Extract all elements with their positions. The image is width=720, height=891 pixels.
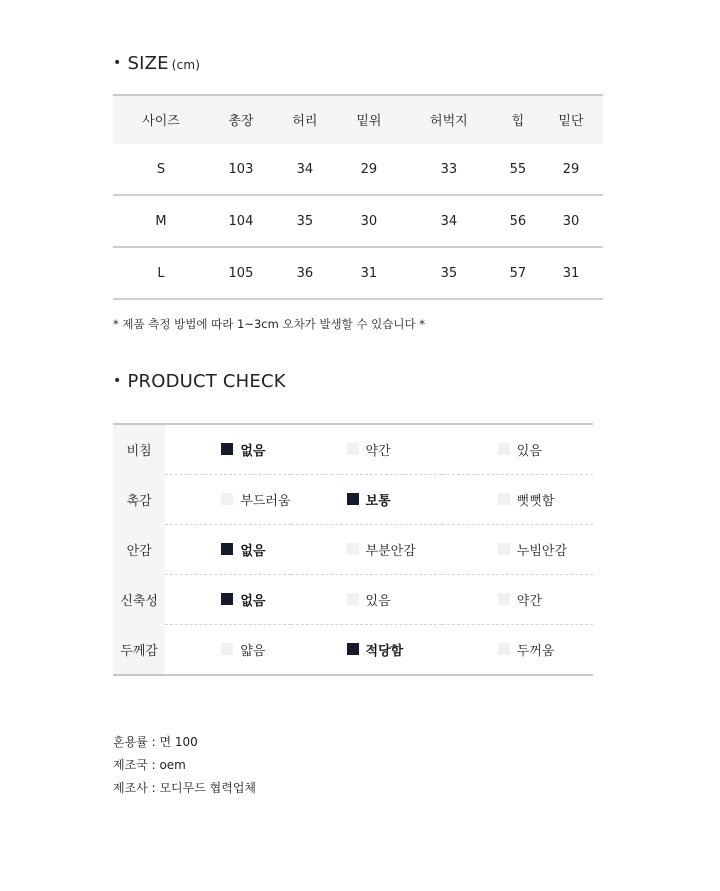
cell-rise: 30 [337, 195, 401, 247]
size-section-title [113, 53, 200, 74]
unchecked-square-icon [221, 643, 233, 655]
check-option [498, 490, 555, 509]
check-option-cell [442, 525, 593, 575]
check-row-label: 안감 [113, 525, 165, 575]
header-hem: 밑단 [539, 95, 603, 144]
origin-info: 제조국 : oem [113, 758, 186, 772]
cell-size: M [113, 195, 209, 247]
checked-square-icon [347, 493, 359, 505]
check-row-label: 신축성 [113, 575, 165, 625]
check-row-label: 두께감 [113, 625, 165, 676]
check-option [347, 590, 391, 609]
check-option-cell [291, 424, 442, 475]
check-option-cell [165, 424, 290, 475]
check-option-label: 부드러움 [240, 493, 291, 509]
cell-total-length: 103 [209, 144, 273, 196]
unchecked-square-icon [347, 543, 359, 555]
measurement-note: * 제품 측정 방법에 따라 1~3cm 오차가 발생할 수 있습니다 * [113, 317, 426, 331]
check-option-label: 뻣뻣함 [516, 493, 555, 509]
cell-waist: 34 [273, 144, 337, 196]
cell-total-length: 105 [209, 247, 273, 299]
check-option-cell [442, 625, 593, 676]
cell-rise: 29 [337, 144, 401, 196]
check-option [221, 640, 265, 659]
check-option-label: 부분안감 [365, 543, 416, 559]
check-option-cell [291, 475, 442, 525]
unchecked-square-icon [347, 443, 359, 455]
check-row [113, 475, 593, 525]
table-row [113, 247, 603, 299]
check-row-label: 촉감 [113, 475, 165, 525]
product-check-title-text: PRODUCT CHECK [127, 371, 286, 392]
unchecked-square-icon [347, 593, 359, 605]
size-table-header-row [113, 95, 603, 144]
check-option-cell [291, 625, 442, 676]
check-option-label: 얇음 [240, 643, 266, 659]
check-option [498, 640, 555, 659]
check-option [221, 490, 290, 509]
check-option-label: 보통 [365, 493, 391, 509]
check-option-cell [442, 475, 593, 525]
checked-square-icon [221, 543, 233, 555]
check-option-label: 없음 [240, 543, 266, 559]
check-option-selected [221, 440, 265, 459]
check-option [347, 540, 416, 559]
cell-thigh: 33 [401, 144, 497, 196]
header-hip: 힙 [497, 95, 539, 144]
check-option-cell [442, 424, 593, 475]
size-unit: (cm) [171, 58, 201, 72]
check-row [113, 575, 593, 625]
cell-total-length: 104 [209, 195, 273, 247]
title-bullet: • [113, 55, 122, 71]
check-option-label: 없음 [240, 443, 266, 459]
checked-square-icon [347, 643, 359, 655]
header-thigh: 허벅지 [401, 95, 497, 144]
check-option-label: 두꺼움 [516, 643, 555, 659]
check-option-selected [347, 640, 404, 659]
check-option-selected [347, 490, 391, 509]
product-check-table [113, 423, 593, 676]
check-row [113, 424, 593, 475]
cell-size: L [113, 247, 209, 299]
cell-hip: 57 [497, 247, 539, 299]
cell-hem: 30 [539, 195, 603, 247]
checked-square-icon [221, 443, 233, 455]
unchecked-square-icon [498, 593, 510, 605]
cell-hip: 55 [497, 144, 539, 196]
cell-hem: 29 [539, 144, 603, 196]
cell-hip: 56 [497, 195, 539, 247]
check-option-cell [165, 575, 290, 625]
check-option [498, 440, 542, 459]
check-option-cell [165, 525, 290, 575]
cell-waist: 36 [273, 247, 337, 299]
unchecked-square-icon [498, 493, 510, 505]
unchecked-square-icon [221, 493, 233, 505]
check-row [113, 625, 593, 676]
maker-info: 제조사 : 모디무드 협력업체 [113, 781, 256, 795]
unchecked-square-icon [498, 543, 510, 555]
unchecked-square-icon [498, 643, 510, 655]
table-row [113, 195, 603, 247]
check-option-cell [165, 475, 290, 525]
cell-thigh: 35 [401, 247, 497, 299]
cell-size: S [113, 144, 209, 196]
check-option-cell [291, 525, 442, 575]
check-row-label: 비침 [113, 424, 165, 475]
cell-waist: 35 [273, 195, 337, 247]
check-row [113, 525, 593, 575]
product-check-title [113, 371, 286, 392]
table-row [113, 144, 603, 196]
cell-hem: 31 [539, 247, 603, 299]
header-total-length: 총장 [209, 95, 273, 144]
product-info-footer [113, 731, 256, 800]
check-option-cell [291, 575, 442, 625]
checked-square-icon [221, 593, 233, 605]
material-info: 혼용률 : 면 100 [113, 735, 198, 749]
cell-thigh: 34 [401, 195, 497, 247]
unchecked-square-icon [498, 443, 510, 455]
header-waist: 허리 [273, 95, 337, 144]
header-size: 사이즈 [113, 95, 209, 144]
check-option-label: 약간 [365, 443, 391, 459]
check-option [347, 440, 391, 459]
check-option-label: 약간 [516, 593, 542, 609]
check-option-label: 적당함 [365, 643, 404, 659]
check-option-label: 누빔안감 [516, 543, 567, 559]
cell-rise: 31 [337, 247, 401, 299]
check-option [498, 590, 542, 609]
check-option-label: 있음 [516, 443, 542, 459]
check-option-selected [221, 540, 265, 559]
check-option-label: 있음 [365, 593, 391, 609]
check-option-selected [221, 590, 265, 609]
check-option-cell [442, 575, 593, 625]
check-option-cell [165, 625, 290, 676]
title-bullet: • [113, 373, 122, 389]
header-rise: 밑위 [337, 95, 401, 144]
check-option [498, 540, 567, 559]
check-option-label: 없음 [240, 593, 266, 609]
size-title-text: SIZE [127, 53, 169, 74]
size-table [113, 94, 603, 300]
